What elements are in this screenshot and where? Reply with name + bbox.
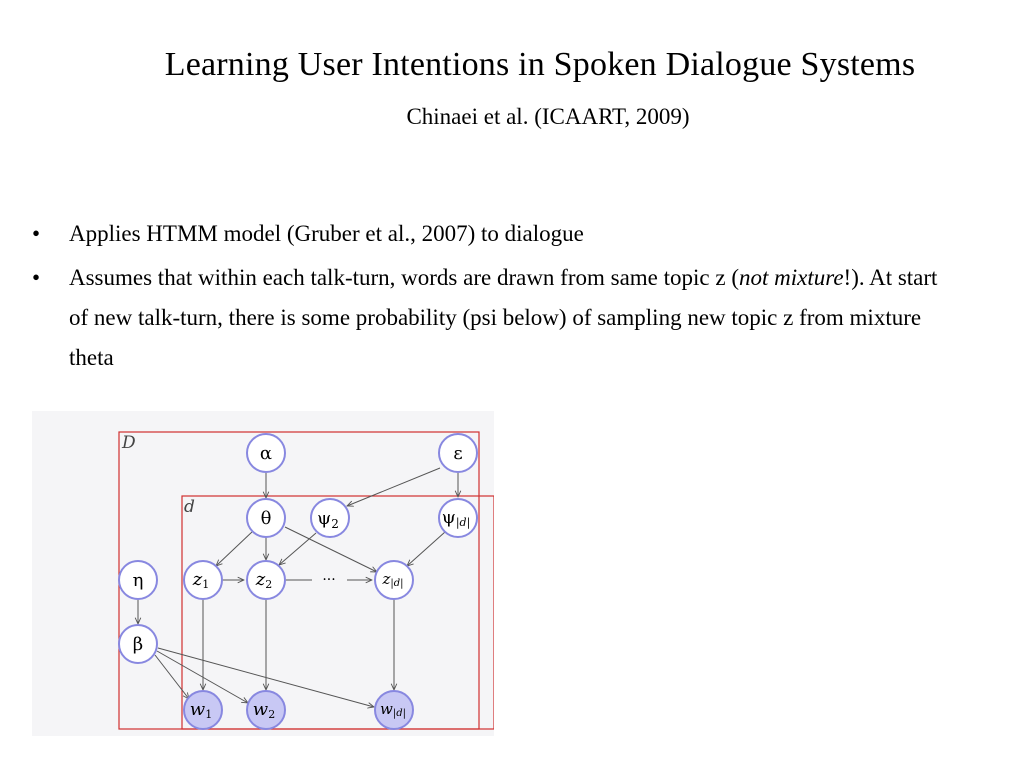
edge-beta-w1 [155, 655, 189, 699]
label-zd: z|d| [382, 570, 404, 589]
slide-title: Learning User Intentions in Spoken Dialogue Systems [164, 46, 916, 83]
sequence-ellipsis: ··· [322, 572, 336, 588]
edge-theta-z1 [216, 531, 253, 566]
bullet-marker: • [32, 265, 41, 290]
label-wd: w|d| [380, 700, 406, 719]
label-w1: w1 [189, 699, 213, 721]
bullet-text-after: !). At start of new talk-turn, there is some probability (psi below) of sampling new topic z from mixture theta [69, 265, 938, 370]
label-eta: η [132, 570, 144, 591]
bullet-list [32, 214, 952, 382]
label-alpha: α [259, 443, 273, 464]
bullet-emphasis: not mixture [739, 265, 844, 290]
label-w2: w2 [252, 699, 276, 721]
slide-subtitle: Chinaei et al. (ICAART, 2009) [406, 104, 690, 129]
label-epsilon: ε [453, 443, 463, 464]
label-z1: z1 [192, 569, 210, 591]
label-psi2: $\psi_2$ [317, 508, 339, 531]
label-theta: θ [260, 508, 272, 529]
plate-D-label: D [122, 433, 136, 453]
label-psid: ψ|d| [441, 507, 471, 529]
bullet-marker: • [32, 221, 41, 246]
htmm-graphical-model [32, 411, 494, 736]
plate-d-label: d [184, 497, 195, 517]
edge-epsilon-psi2 [347, 468, 440, 506]
bullet-item [32, 258, 952, 378]
bullet-item [32, 214, 952, 254]
label-z2: z2 [255, 569, 273, 591]
bullet-text-before: Assumes that within each talk-turn, words are drawn from same topic z ( [69, 265, 739, 290]
label-beta: β [132, 634, 144, 655]
edge-psi2-z2 [279, 533, 316, 565]
bullet-text: Applies HTMM model (Gruber et al., 2007) to dialogue [69, 221, 584, 246]
edge-psid-zd [407, 532, 445, 566]
